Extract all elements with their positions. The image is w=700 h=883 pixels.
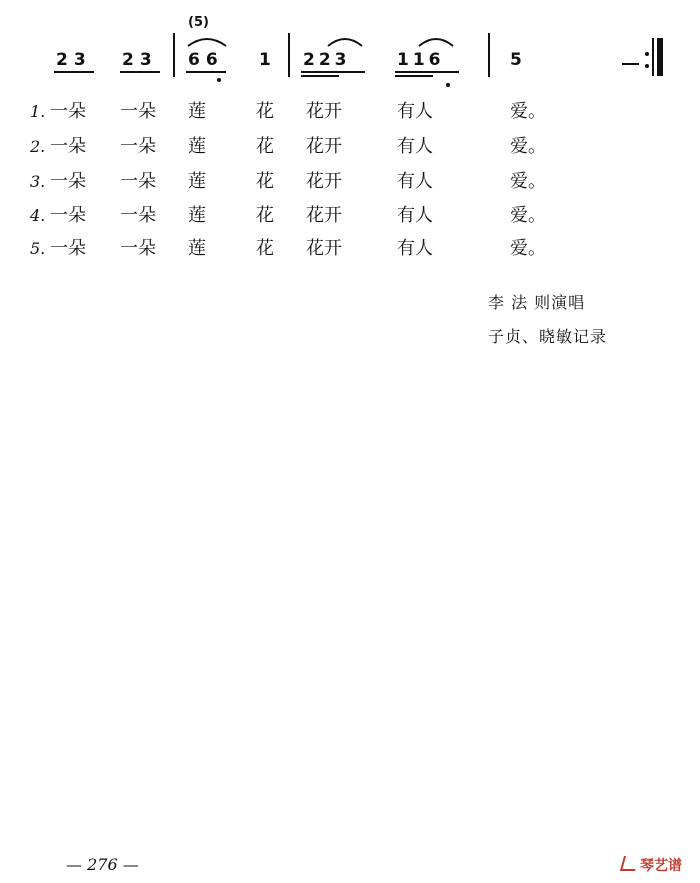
notation-staff xyxy=(0,0,700,100)
repeat-dot-upper xyxy=(645,52,649,56)
lyric-syllable: 一朵 xyxy=(50,205,86,226)
lyric-syllable: 花 xyxy=(256,101,274,122)
slur-1 xyxy=(186,34,228,48)
verse-number: 2. xyxy=(30,137,46,156)
eighth-beam-2 xyxy=(120,71,160,73)
page-number: — 276 — xyxy=(66,855,139,874)
lyric-syllable: 花开 xyxy=(306,101,342,122)
recorder-credit: 子贞、晓敏记录 xyxy=(488,327,608,346)
lyric-syllable: 一朵 xyxy=(50,238,86,259)
note-group-7: 5 xyxy=(510,50,522,70)
lyric-syllable: 花 xyxy=(256,205,274,226)
sixteenth-beam-1 xyxy=(301,75,339,77)
lyric-line-2 xyxy=(0,135,700,161)
lyric-syllable: 有人 xyxy=(397,171,433,192)
barline-3 xyxy=(488,33,490,77)
lyric-syllable: 花开 xyxy=(306,238,342,259)
repeat-dot-lower xyxy=(645,64,649,68)
verse-number: 1. xyxy=(30,102,46,121)
lyric-syllable: 莲 xyxy=(188,136,206,157)
note-group-4: 1 xyxy=(259,50,271,70)
lyric-syllable: 爱。 xyxy=(510,136,546,157)
eighth-beam-5 xyxy=(395,71,459,73)
note-group-3: 66 xyxy=(188,50,224,70)
lyric-syllable: 花 xyxy=(256,238,274,259)
note-group-5: 223 xyxy=(303,50,351,70)
site-watermark xyxy=(622,856,682,875)
lyric-syllable: 一朵 xyxy=(50,101,86,122)
lyric-syllable: 花开 xyxy=(306,171,342,192)
lyric-syllable: 爱。 xyxy=(510,101,546,122)
verse-number: 3. xyxy=(30,172,46,191)
lyric-syllable: 一朵 xyxy=(50,136,86,157)
lyric-line-3 xyxy=(0,170,700,196)
verse-number: 4. xyxy=(30,206,46,225)
lyric-line-1 xyxy=(0,100,700,126)
lyric-syllable: 花开 xyxy=(306,136,342,157)
lyric-syllable: 爱。 xyxy=(510,205,546,226)
lyric-syllable: 一朵 xyxy=(120,238,156,259)
extension-dash xyxy=(622,63,639,65)
verse-number: 5. xyxy=(30,239,46,258)
lyric-syllable: 莲 xyxy=(188,101,206,122)
eighth-beam-1 xyxy=(54,71,94,73)
lyric-line-5 xyxy=(0,237,700,263)
eighth-beam-4 xyxy=(301,71,365,73)
lyric-syllable: 莲 xyxy=(188,238,206,259)
eighth-beam-3 xyxy=(186,71,226,73)
lyric-syllable: 一朵 xyxy=(120,171,156,192)
lyric-syllable: 有人 xyxy=(397,101,433,122)
slur-2 xyxy=(326,34,364,48)
sixteenth-beam-2 xyxy=(395,75,433,77)
lyric-syllable: 爱。 xyxy=(510,171,546,192)
singer-credit: 李 法 则演唱 xyxy=(488,293,586,312)
lyric-syllable: 有人 xyxy=(397,238,433,259)
note-group-1: 23 xyxy=(56,50,92,70)
barline-2 xyxy=(288,33,290,77)
lyric-syllable: 莲 xyxy=(188,205,206,226)
final-barline-thin xyxy=(652,38,654,76)
lyric-syllable: 一朵 xyxy=(120,205,156,226)
grace-note: (5) xyxy=(188,15,209,30)
lyric-syllable: 花 xyxy=(256,136,274,157)
lyric-syllable: 莲 xyxy=(188,171,206,192)
barline-1 xyxy=(173,33,175,77)
note-group-2: 23 xyxy=(122,50,158,70)
slur-3 xyxy=(417,34,455,48)
lyric-syllable: 一朵 xyxy=(120,136,156,157)
lyric-syllable: 有人 xyxy=(397,136,433,157)
watermark-text: 琴艺谱 xyxy=(640,858,682,874)
low-octave-dot-1 xyxy=(217,78,221,82)
watermark-logo-icon xyxy=(620,856,639,871)
lyric-syllable: 有人 xyxy=(397,205,433,226)
lyric-syllable: 花 xyxy=(256,171,274,192)
lyric-syllable: 一朵 xyxy=(50,171,86,192)
lyric-syllable: 一朵 xyxy=(120,101,156,122)
lyric-syllable: 花开 xyxy=(306,205,342,226)
low-octave-dot-2 xyxy=(446,83,450,87)
lyric-line-4 xyxy=(0,204,700,230)
note-group-6: 116 xyxy=(397,50,445,70)
final-barline-thick xyxy=(657,38,663,76)
lyric-syllable: 爱。 xyxy=(510,238,546,259)
